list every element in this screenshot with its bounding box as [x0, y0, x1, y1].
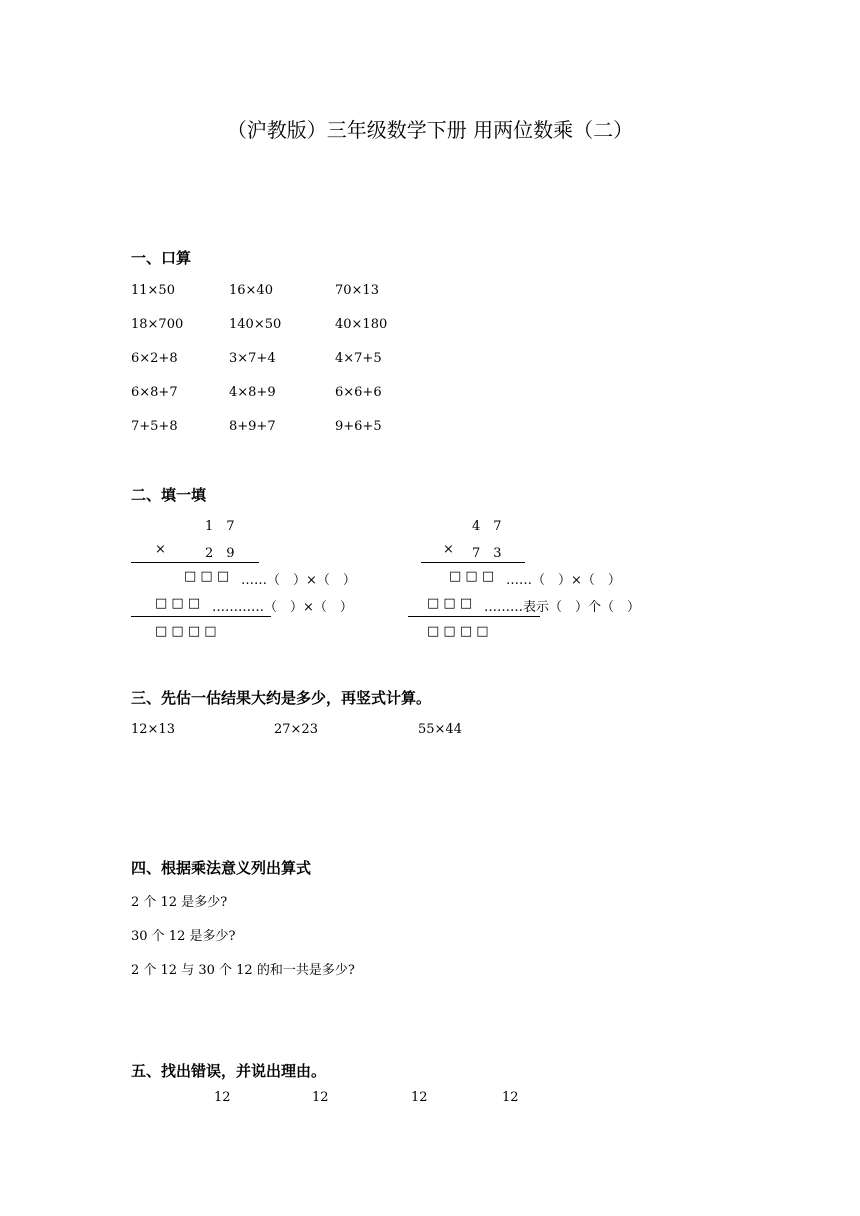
error-item: 12 — [312, 1090, 329, 1105]
divider-line — [421, 562, 525, 563]
partial-product-hint: ……（ ）×（ ） — [241, 573, 356, 588]
result-boxes: □ □ □ □ — [155, 624, 217, 639]
oral-calc-item: 4×8+9 — [229, 385, 276, 400]
oral-calc-item: 3×7+4 — [229, 351, 276, 366]
multiplier-digits: 2 9 — [205, 546, 235, 561]
divider-line — [131, 616, 271, 617]
error-item: 12 — [502, 1090, 519, 1105]
result-boxes: □ □ □ □ — [427, 624, 489, 639]
question-item: 2 个 12 是多少? — [131, 895, 228, 910]
partial-product-boxes: □ □ □ — [184, 569, 230, 584]
estimate-item: 12×13 — [131, 722, 175, 737]
partial-product-hint: …………（ ）×（ ） — [212, 600, 353, 615]
oral-calc-item: 70×13 — [335, 283, 379, 298]
estimate-item: 55×44 — [418, 722, 462, 737]
oral-calc-item: 8+9+7 — [229, 419, 276, 434]
divider-line — [408, 616, 540, 617]
oral-calc-item: 6×8+7 — [131, 385, 178, 400]
divider-line — [131, 562, 259, 563]
error-item: 12 — [411, 1090, 428, 1105]
multiply-sign: × — [155, 542, 166, 557]
oral-calc-item: 7+5+8 — [131, 419, 178, 434]
estimate-item: 27×23 — [274, 722, 318, 737]
oral-calc-item: 11×50 — [131, 283, 175, 298]
section-2-heading: 二、填一填 — [131, 486, 207, 504]
question-item: 30 个 12 是多少? — [131, 929, 236, 944]
section-5-heading: 五、找出错误，并说出理由。 — [131, 1062, 327, 1080]
section-1-heading: 一、口算 — [131, 249, 192, 267]
section-3-heading: 三、先估一估结果大约是多少，再竖式计算。 — [131, 689, 432, 707]
partial-product-boxes: □ □ □ — [427, 596, 473, 611]
oral-calc-item: 9+6+5 — [335, 419, 382, 434]
partial-product-boxes: □ □ □ — [449, 569, 495, 584]
multiplier-digits: 7 3 — [472, 546, 502, 561]
page-title: （沪教版）三年级数学下册 用两位数乘（二） — [226, 118, 634, 142]
partial-product-boxes: □ □ □ — [155, 596, 201, 611]
oral-calc-item: 140×50 — [229, 317, 282, 332]
oral-calc-item: 40×180 — [335, 317, 388, 332]
question-item: 2 个 12 与 30 个 12 的和一共是多少? — [131, 963, 355, 978]
oral-calc-item: 16×40 — [229, 283, 273, 298]
error-item: 12 — [214, 1090, 231, 1105]
partial-product-hint: ……（ ）×（ ） — [506, 573, 621, 588]
multiplicand-digits: 4 7 — [472, 519, 502, 534]
oral-calc-item: 6×6+6 — [335, 385, 382, 400]
oral-calc-item: 6×2+8 — [131, 351, 178, 366]
oral-calc-item: 4×7+5 — [335, 351, 382, 366]
section-4-heading: 四、根据乘法意义列出算式 — [131, 859, 312, 877]
oral-calc-item: 18×700 — [131, 317, 184, 332]
partial-product-hint: ………表示（ ）个（ ） — [484, 600, 641, 615]
multiplicand-digits: 1 7 — [205, 519, 235, 534]
multiply-sign: × — [443, 542, 454, 557]
